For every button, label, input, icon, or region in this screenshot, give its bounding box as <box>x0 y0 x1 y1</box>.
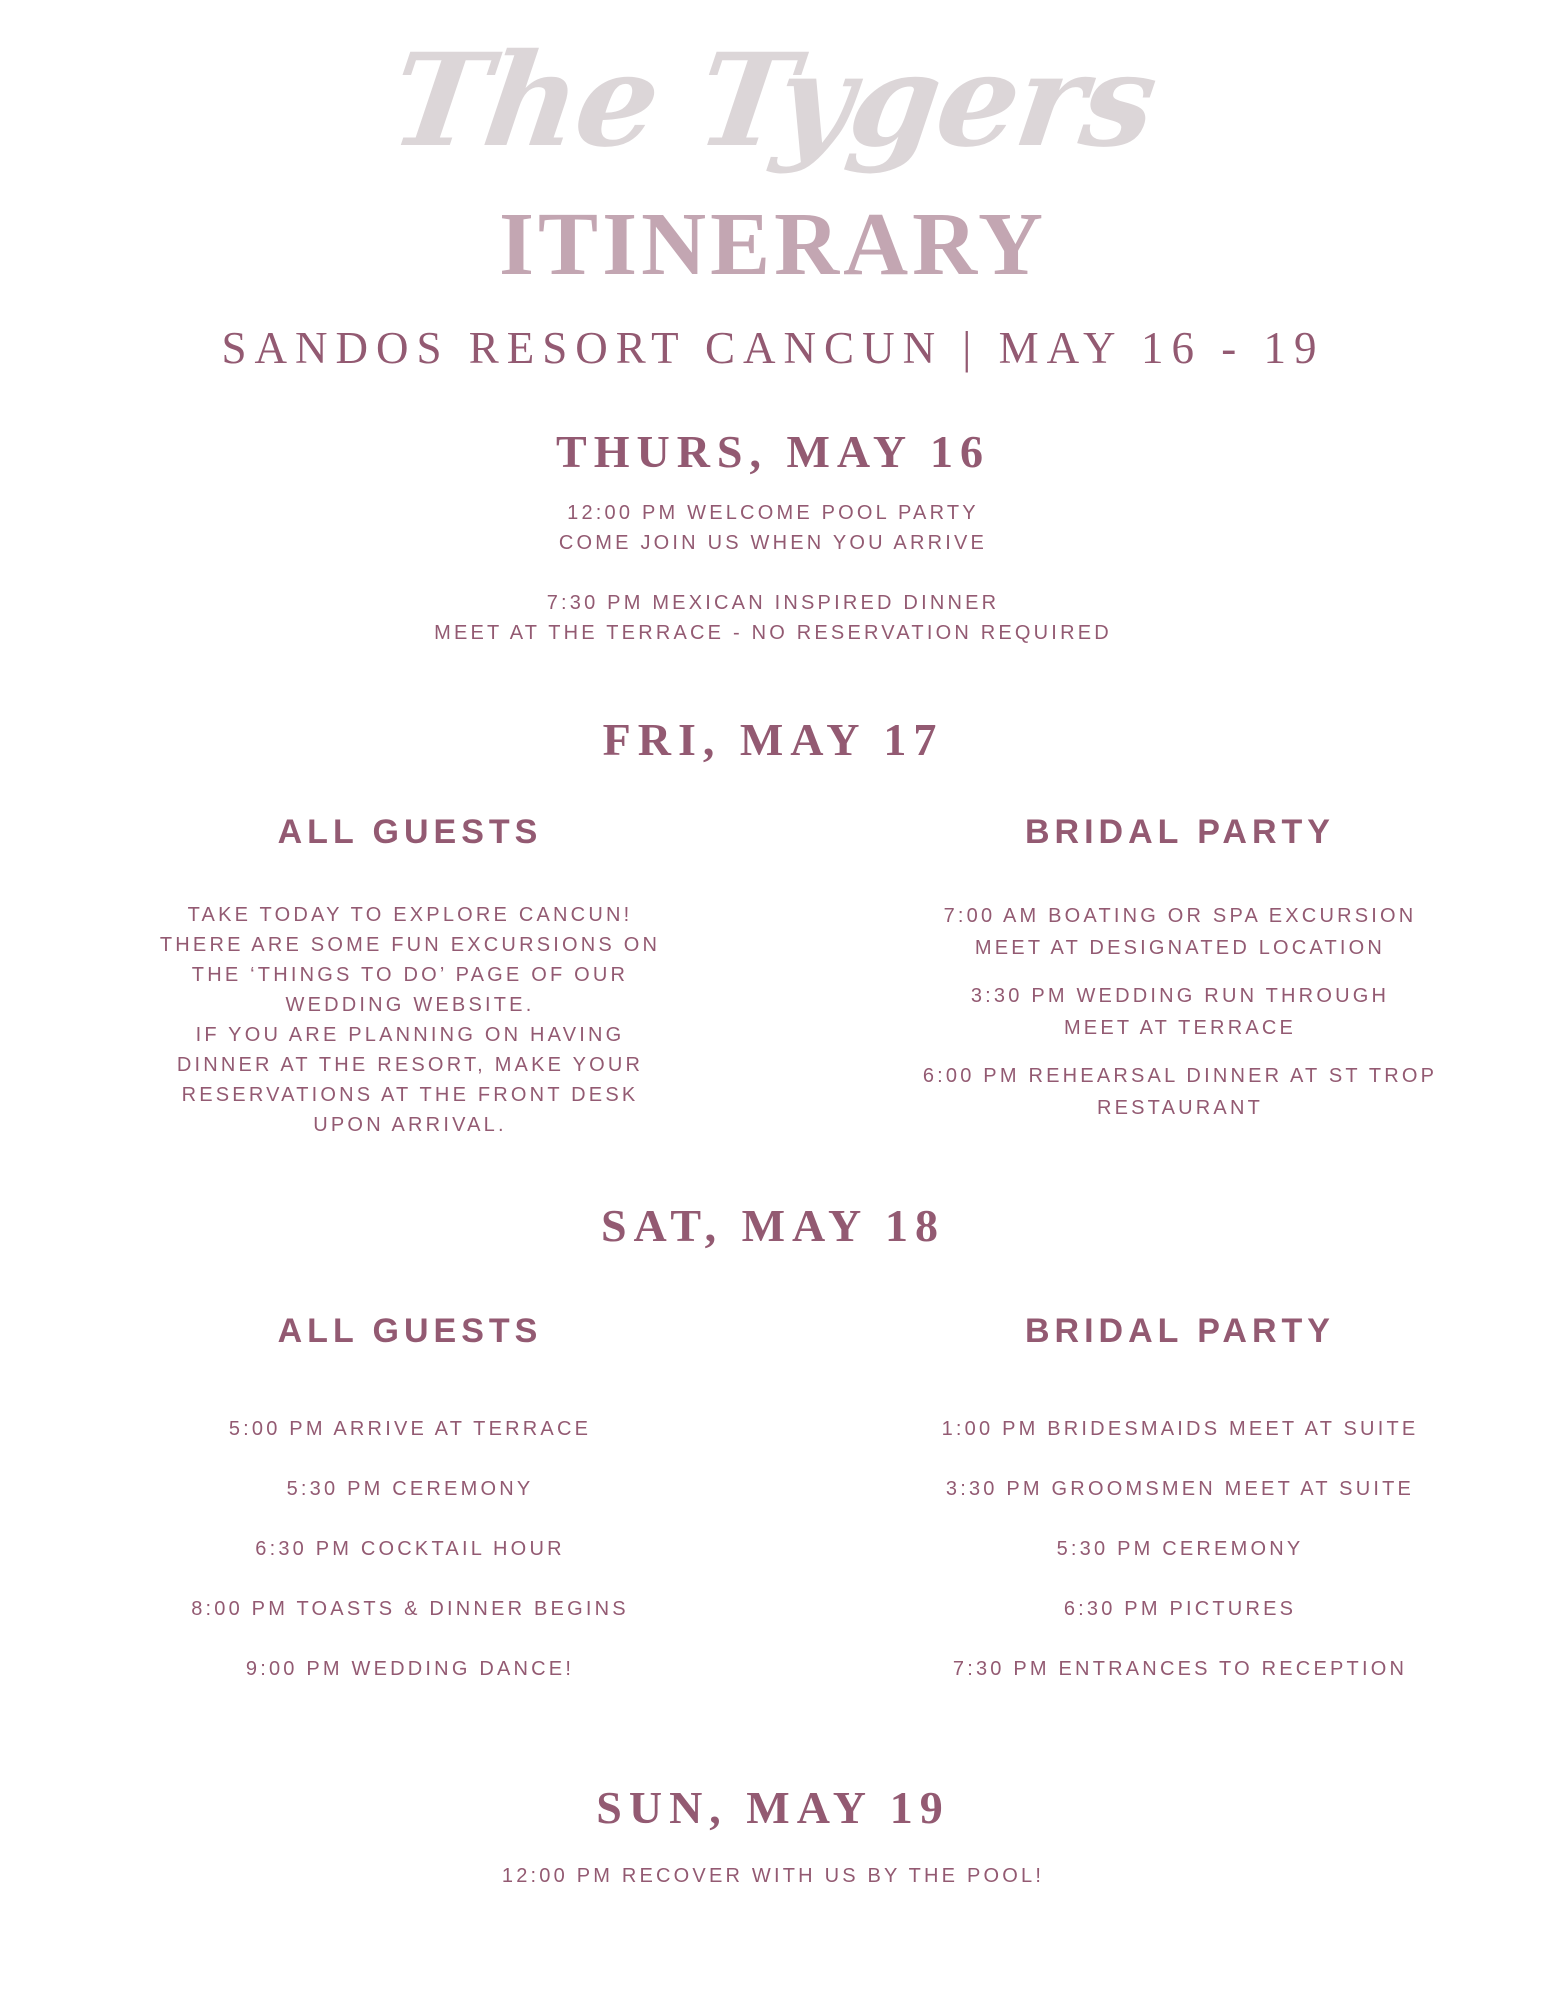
day-heading-sunday: SUN, MAY 19 <box>596 1782 950 1833</box>
column-heading-all-guests: ALL GUESTS <box>277 813 543 851</box>
saturday-all-guests-column <box>90 1311 730 1699</box>
list-item: 6:30 PM COCKTAIL HOUR <box>255 1538 565 1560</box>
saturday-bridal-party-list <box>860 1399 1500 1699</box>
text-line: WEDDING WEBSITE. <box>285 994 535 1016</box>
list-item: 5:00 PM ARRIVE AT TERRACE <box>228 1418 592 1440</box>
list-item: 5:30 PM CEREMONY <box>1056 1538 1304 1560</box>
schedule-line: 12:00 PM RECOVER WITH US BY THE POOL! <box>501 1865 1045 1887</box>
friday-all-guests-text <box>90 900 730 1140</box>
list-item: 8:00 PM TOASTS & DINNER BEGINS <box>191 1598 629 1620</box>
text-line: RESTAURANT <box>1096 1097 1264 1119</box>
schedule-line: 12:00 PM WELCOME POOL PARTY <box>567 502 979 524</box>
text-line: IF YOU ARE PLANNING ON HAVING <box>195 1024 625 1046</box>
column-heading-all-guests: ALL GUESTS <box>277 1312 543 1350</box>
day-heading-friday: FRI, MAY 17 <box>602 714 944 765</box>
brand-script-title: The Tygers <box>382 26 1164 176</box>
day-heading-saturday: SAT, MAY 18 <box>600 1200 946 1251</box>
text-line: THERE ARE SOME FUN EXCURSIONS ON <box>159 934 661 956</box>
page-title: ITINERARY <box>499 195 1047 294</box>
list-item: 7:30 PM ENTRANCES TO RECEPTION <box>952 1658 1408 1680</box>
column-heading-bridal-party: BRIDAL PARTY <box>1025 813 1335 851</box>
text-line: 7:00 AM BOATING OR SPA EXCURSION <box>943 905 1417 927</box>
saturday-bridal-party-column <box>860 1311 1500 1699</box>
friday-all-guests-column <box>90 812 730 1140</box>
schedule-line: 7:30 PM MEXICAN INSPIRED DINNER <box>546 592 1000 614</box>
list-item: 6:30 PM PICTURES <box>1063 1598 1297 1620</box>
list-item: 1:00 PM BRIDESMAIDS MEET AT SUITE <box>941 1418 1419 1440</box>
schedule-line: COME JOIN US WHEN YOU ARRIVE <box>558 532 988 554</box>
text-line: DINNER AT THE RESORT, MAKE YOUR <box>176 1054 644 1076</box>
schedule-line: MEET AT THE TERRACE - NO RESERVATION REQUIRED <box>434 622 1112 644</box>
text-line: TAKE TODAY TO EXPLORE CANCUN! <box>187 904 633 926</box>
text-line: 3:30 PM WEDDING RUN THROUGH <box>970 985 1390 1007</box>
text-line: MEET AT DESIGNATED LOCATION <box>974 937 1386 959</box>
text-line: 6:00 PM REHEARSAL DINNER AT ST TROP <box>922 1065 1438 1087</box>
text-line: MEET AT TERRACE <box>1063 1017 1297 1039</box>
day-heading-thursday: THURS, MAY 16 <box>556 426 990 477</box>
column-heading-bridal-party: BRIDAL PARTY <box>1025 1312 1335 1350</box>
text-line: THE ‘THINGS TO DO’ PAGE OF OUR <box>191 964 629 986</box>
friday-bridal-party-text <box>860 900 1500 1124</box>
text-line: UPON ARRIVAL. <box>313 1114 507 1136</box>
page-subtitle: SANDOS RESORT CANCUN | MAY 16 - 19 <box>221 323 1325 373</box>
list-item: 9:00 PM WEDDING DANCE! <box>245 1658 575 1680</box>
friday-bridal-party-column <box>860 812 1500 1124</box>
saturday-all-guests-list <box>90 1399 730 1699</box>
list-item: 5:30 PM CEREMONY <box>286 1478 534 1500</box>
text-line: RESERVATIONS AT THE FRONT DESK <box>181 1084 639 1106</box>
list-item: 3:30 PM GROOMSMEN MEET AT SUITE <box>945 1478 1415 1500</box>
